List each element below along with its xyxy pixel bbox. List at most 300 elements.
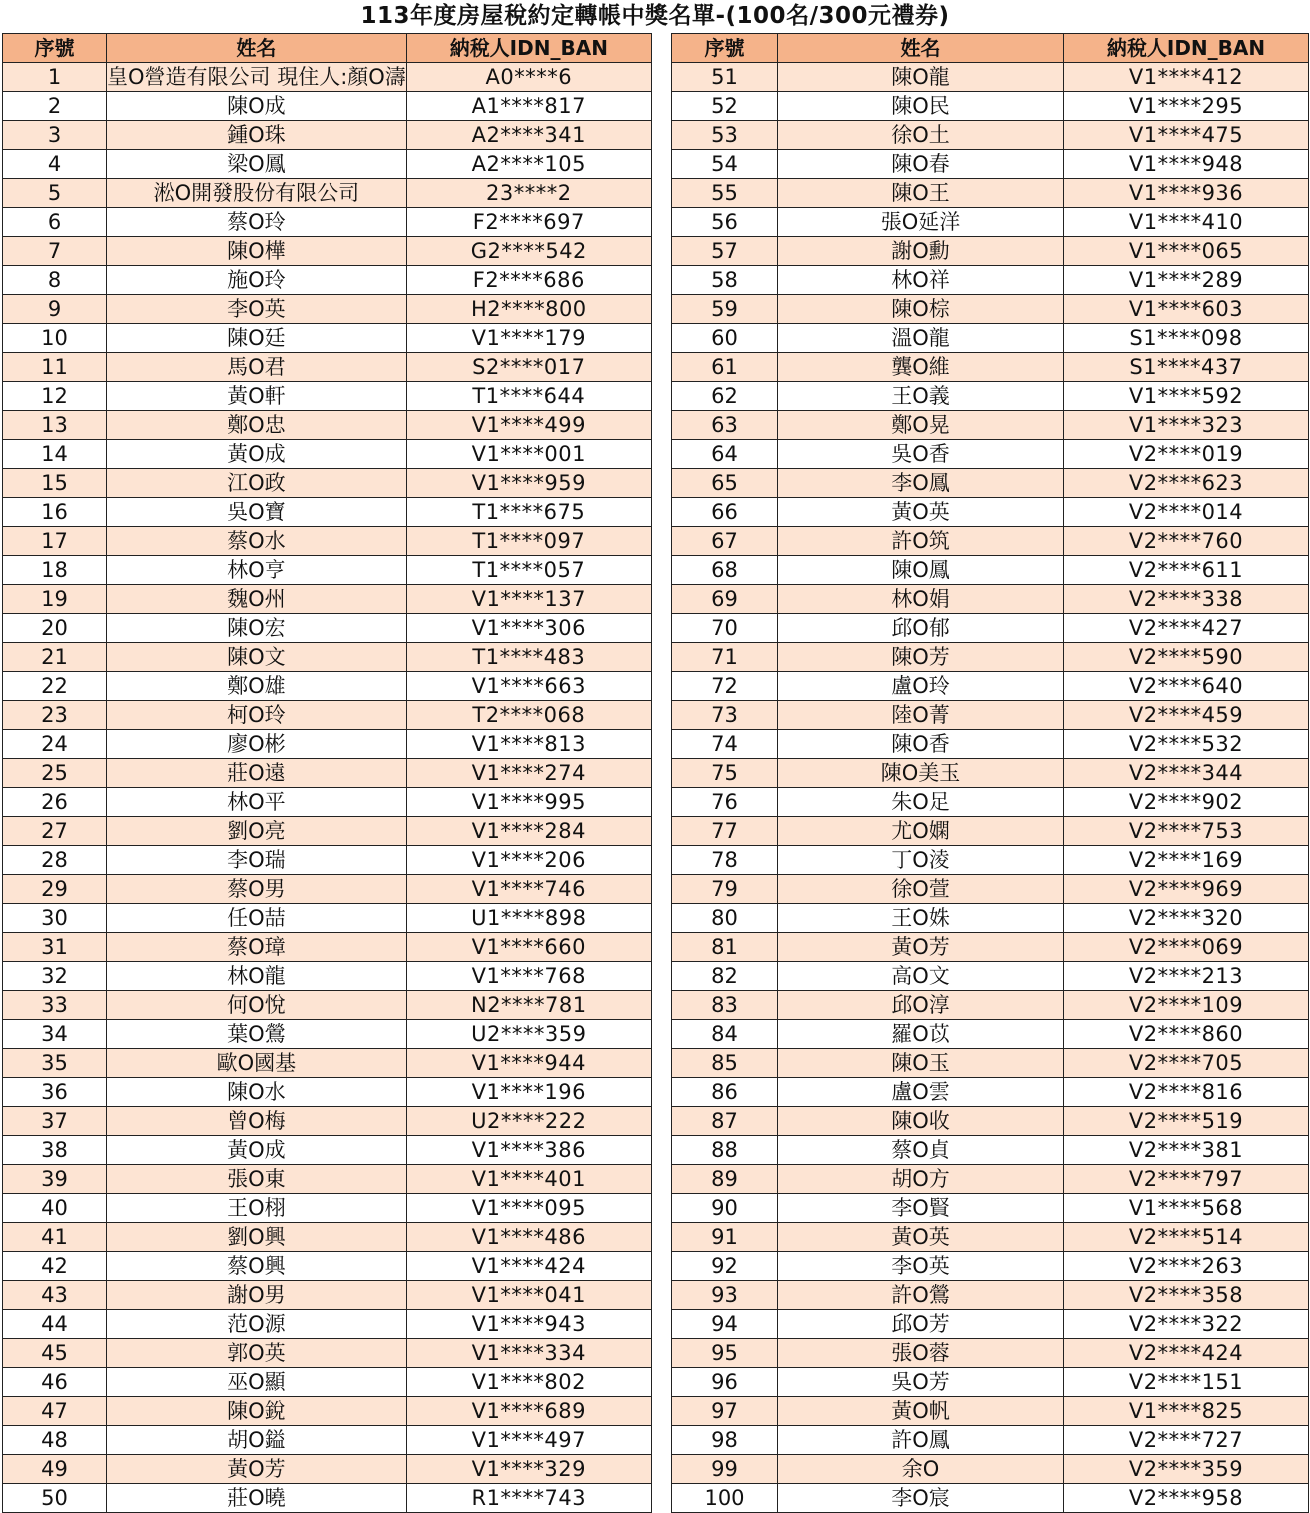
seq-cell: 93 (672, 1281, 778, 1310)
id-cell: V2****902 (1064, 788, 1309, 817)
seq-cell: 66 (672, 498, 778, 527)
seq-cell: 96 (672, 1368, 778, 1397)
name-cell: 徐O萱 (778, 875, 1064, 904)
name-cell: 邱O淳 (778, 991, 1064, 1020)
table-row (672, 92, 1309, 121)
id-cell: V1****663 (406, 672, 651, 701)
id-cell: V1****936 (1064, 179, 1309, 208)
id-cell: V2****320 (1064, 904, 1309, 933)
name-cell: 陳O美玉 (778, 759, 1064, 788)
seq-cell: 40 (3, 1194, 107, 1223)
name-cell: 黃O英 (778, 498, 1064, 527)
name-cell: 張O延洋 (778, 208, 1064, 237)
seq-cell: 100 (672, 1484, 778, 1513)
table-row (672, 63, 1309, 92)
seq-cell: 64 (672, 440, 778, 469)
name-cell: 陳O水 (107, 1078, 407, 1107)
name-cell: 江O政 (107, 469, 407, 498)
table-row (672, 1368, 1309, 1397)
id-cell: V2****969 (1064, 875, 1309, 904)
seq-cell: 94 (672, 1310, 778, 1339)
name-cell: 陳O收 (778, 1107, 1064, 1136)
table-row (672, 440, 1309, 469)
seq-cell: 5 (3, 179, 107, 208)
id-cell: V1****603 (1064, 295, 1309, 324)
seq-cell: 87 (672, 1107, 778, 1136)
seq-cell: 90 (672, 1194, 778, 1223)
id-cell: V2****424 (1064, 1339, 1309, 1368)
name-cell: 林O娟 (778, 585, 1064, 614)
name-cell: 余O (778, 1455, 1064, 1484)
id-cell: V1****995 (406, 788, 651, 817)
table-row (672, 1426, 1309, 1455)
id-cell: V1****475 (1064, 121, 1309, 150)
table-row (3, 1310, 652, 1339)
table-row (3, 237, 652, 266)
name-cell: 盧O雲 (778, 1078, 1064, 1107)
table-row (672, 846, 1309, 875)
id-cell: V1****768 (406, 962, 651, 991)
id-cell: T1****675 (406, 498, 651, 527)
seq-cell: 74 (672, 730, 778, 759)
table-row (672, 759, 1309, 788)
id-cell: V1****095 (406, 1194, 651, 1223)
id-cell: V1****689 (406, 1397, 651, 1426)
id-cell: V1****959 (406, 469, 651, 498)
id-cell: H2****800 (406, 295, 651, 324)
id-cell: U2****222 (406, 1107, 651, 1136)
seq-cell: 92 (672, 1252, 778, 1281)
name-cell: 葉O鶯 (107, 1020, 407, 1049)
seq-cell: 80 (672, 904, 778, 933)
id-cell: T1****483 (406, 643, 651, 672)
name-cell: 林O平 (107, 788, 407, 817)
name-cell: 蔡O貞 (778, 1136, 1064, 1165)
id-cell: V1****410 (1064, 208, 1309, 237)
table-row (672, 1223, 1309, 1252)
name-cell: 劉O亮 (107, 817, 407, 846)
name-cell: 林O亨 (107, 556, 407, 585)
name-cell: 陳O玉 (778, 1049, 1064, 1078)
name-cell: 許O鳳 (778, 1426, 1064, 1455)
name-cell: 謝O勳 (778, 237, 1064, 266)
table-row (3, 846, 652, 875)
id-cell: V1****943 (406, 1310, 651, 1339)
table-row (672, 1281, 1309, 1310)
table-row (3, 817, 652, 846)
name-cell: 陳O龍 (778, 63, 1064, 92)
table-row (3, 440, 652, 469)
name-cell: 莊O曉 (107, 1484, 407, 1513)
name-cell: 謝O男 (107, 1281, 407, 1310)
id-cell: V2****359 (1064, 1455, 1309, 1484)
table-row (3, 556, 652, 585)
seq-cell: 39 (3, 1165, 107, 1194)
table-row (672, 382, 1309, 411)
seq-cell: 50 (3, 1484, 107, 1513)
name-cell: 鄭O晃 (778, 411, 1064, 440)
table-row (3, 1455, 652, 1484)
seq-cell: 1 (3, 63, 107, 92)
id-cell: V2****109 (1064, 991, 1309, 1020)
table-row (3, 353, 652, 382)
name-cell: 朱O足 (778, 788, 1064, 817)
id-cell: V1****486 (406, 1223, 651, 1252)
name-cell: 陳O銳 (107, 1397, 407, 1426)
id-cell: V1****065 (1064, 237, 1309, 266)
table-row (3, 1426, 652, 1455)
name-cell: 劉O興 (107, 1223, 407, 1252)
table-row (3, 1165, 652, 1194)
seq-cell: 17 (3, 527, 107, 556)
name-cell: 馬O君 (107, 353, 407, 382)
seq-cell: 86 (672, 1078, 778, 1107)
id-cell: V1****306 (406, 614, 651, 643)
id-cell: N2****781 (406, 991, 651, 1020)
seq-cell: 26 (3, 788, 107, 817)
seq-cell: 49 (3, 1455, 107, 1484)
table-row (672, 1484, 1309, 1513)
id-cell: T2****068 (406, 701, 651, 730)
name-cell: 柯O玲 (107, 701, 407, 730)
seq-cell: 53 (672, 121, 778, 150)
name-cell: 鄭O雄 (107, 672, 407, 701)
id-cell: V1****948 (1064, 150, 1309, 179)
table-row (672, 324, 1309, 353)
seq-cell: 91 (672, 1223, 778, 1252)
table-row (3, 295, 652, 324)
table-row (3, 208, 652, 237)
header-id: 納稅人IDN_BAN (1064, 34, 1309, 63)
name-cell: 陳O成 (107, 92, 407, 121)
seq-cell: 55 (672, 179, 778, 208)
seq-cell: 73 (672, 701, 778, 730)
id-cell: A1****817 (406, 92, 651, 121)
seq-cell: 13 (3, 411, 107, 440)
id-cell: V2****213 (1064, 962, 1309, 991)
id-cell: V1****746 (406, 875, 651, 904)
id-cell: V2****590 (1064, 643, 1309, 672)
name-cell: 陳O芳 (778, 643, 1064, 672)
name-cell: 王O栩 (107, 1194, 407, 1223)
id-cell: V2****623 (1064, 469, 1309, 498)
seq-cell: 37 (3, 1107, 107, 1136)
table-row (3, 701, 652, 730)
id-cell: V1****001 (406, 440, 651, 469)
name-cell: 邱O芳 (778, 1310, 1064, 1339)
table-row (672, 1194, 1309, 1223)
name-cell: 陳O王 (778, 179, 1064, 208)
table-row (672, 237, 1309, 266)
name-cell: 丁O淩 (778, 846, 1064, 875)
table-row (3, 1252, 652, 1281)
seq-cell: 18 (3, 556, 107, 585)
table-row (3, 788, 652, 817)
id-cell: V1****334 (406, 1339, 651, 1368)
name-cell: 吳O香 (778, 440, 1064, 469)
table-row (672, 411, 1309, 440)
seq-cell: 25 (3, 759, 107, 788)
table-row (3, 643, 652, 672)
table-row (672, 817, 1309, 846)
name-cell: 魏O州 (107, 585, 407, 614)
name-cell: 黃O軒 (107, 382, 407, 411)
seq-cell: 75 (672, 759, 778, 788)
id-cell: R1****743 (406, 1484, 651, 1513)
id-cell: V2****151 (1064, 1368, 1309, 1397)
id-cell: S2****017 (406, 353, 651, 382)
name-cell: 邱O郁 (778, 614, 1064, 643)
seq-cell: 28 (3, 846, 107, 875)
table-row (672, 904, 1309, 933)
name-cell: 王O義 (778, 382, 1064, 411)
table-row (672, 730, 1309, 759)
seq-cell: 67 (672, 527, 778, 556)
name-cell: 李O瑞 (107, 846, 407, 875)
seq-cell: 51 (672, 63, 778, 92)
seq-cell: 9 (3, 295, 107, 324)
table-row (3, 875, 652, 904)
seq-cell: 81 (672, 933, 778, 962)
table-row (3, 92, 652, 121)
seq-cell: 83 (672, 991, 778, 1020)
seq-cell: 23 (3, 701, 107, 730)
id-cell: V2****611 (1064, 556, 1309, 585)
name-cell: 蔡O玲 (107, 208, 407, 237)
header-id: 納稅人IDN_BAN (406, 34, 651, 63)
name-cell: 許O筑 (778, 527, 1064, 556)
seq-cell: 68 (672, 556, 778, 585)
table-row (3, 382, 652, 411)
id-cell: V2****519 (1064, 1107, 1309, 1136)
name-cell: 淞O開發股份有限公司 (107, 179, 407, 208)
id-cell: U1****898 (406, 904, 651, 933)
table-row (672, 1165, 1309, 1194)
seq-cell: 47 (3, 1397, 107, 1426)
seq-cell: 31 (3, 933, 107, 962)
id-cell: 23****2 (406, 179, 651, 208)
id-cell: V1****401 (406, 1165, 651, 1194)
id-cell: T1****057 (406, 556, 651, 585)
table-row (672, 1310, 1309, 1339)
seq-cell: 88 (672, 1136, 778, 1165)
table-row (672, 643, 1309, 672)
name-cell: 陳O文 (107, 643, 407, 672)
seq-cell: 69 (672, 585, 778, 614)
seq-cell: 4 (3, 150, 107, 179)
table-row (672, 527, 1309, 556)
table-row (672, 614, 1309, 643)
seq-cell: 32 (3, 962, 107, 991)
table-row (3, 730, 652, 759)
seq-cell: 59 (672, 295, 778, 324)
name-cell: 陳O香 (778, 730, 1064, 759)
name-cell: 范O源 (107, 1310, 407, 1339)
name-cell: 溫O龍 (778, 324, 1064, 353)
id-cell: G2****542 (406, 237, 651, 266)
id-cell: V2****263 (1064, 1252, 1309, 1281)
winners-table-left (2, 33, 652, 1513)
seq-cell: 58 (672, 266, 778, 295)
name-cell: 梁O鳳 (107, 150, 407, 179)
id-cell: V2****338 (1064, 585, 1309, 614)
name-cell: 廖O彬 (107, 730, 407, 759)
seq-cell: 11 (3, 353, 107, 382)
name-cell: 何O悅 (107, 991, 407, 1020)
seq-cell: 89 (672, 1165, 778, 1194)
name-cell: 蔡O水 (107, 527, 407, 556)
id-cell: V2****727 (1064, 1426, 1309, 1455)
name-cell: 陳O廷 (107, 324, 407, 353)
name-cell: 林O祥 (778, 266, 1064, 295)
name-cell: 李O英 (778, 1252, 1064, 1281)
name-cell: 許O鶯 (778, 1281, 1064, 1310)
table-row (672, 469, 1309, 498)
seq-cell: 7 (3, 237, 107, 266)
id-cell: V2****797 (1064, 1165, 1309, 1194)
id-cell: V2****169 (1064, 846, 1309, 875)
seq-cell: 61 (672, 353, 778, 382)
table-row (3, 759, 652, 788)
table-row (672, 1136, 1309, 1165)
table-row (3, 1107, 652, 1136)
seq-cell: 54 (672, 150, 778, 179)
id-cell: F2****686 (406, 266, 651, 295)
name-cell: 李O宸 (778, 1484, 1064, 1513)
name-cell: 陳O春 (778, 150, 1064, 179)
name-cell: 陳O棕 (778, 295, 1064, 324)
seq-cell: 19 (3, 585, 107, 614)
name-cell: 蔡O興 (107, 1252, 407, 1281)
name-cell: 黃O成 (107, 1136, 407, 1165)
id-cell: T1****644 (406, 382, 651, 411)
name-cell: 吳O寶 (107, 498, 407, 527)
seq-cell: 63 (672, 411, 778, 440)
seq-cell: 84 (672, 1020, 778, 1049)
name-cell: 蔡O璋 (107, 933, 407, 962)
name-cell: 黃O英 (778, 1223, 1064, 1252)
table-row (672, 150, 1309, 179)
seq-cell: 82 (672, 962, 778, 991)
name-cell: 任O喆 (107, 904, 407, 933)
seq-cell: 45 (3, 1339, 107, 1368)
table-row (672, 1397, 1309, 1426)
id-cell: V2****816 (1064, 1078, 1309, 1107)
id-cell: V1****289 (1064, 266, 1309, 295)
id-cell: V2****514 (1064, 1223, 1309, 1252)
table-row (3, 1194, 652, 1223)
seq-cell: 29 (3, 875, 107, 904)
table-row (672, 353, 1309, 382)
name-cell: 陳O民 (778, 92, 1064, 121)
name-cell: 黃O帆 (778, 1397, 1064, 1426)
name-cell: 陳O樺 (107, 237, 407, 266)
seq-cell: 43 (3, 1281, 107, 1310)
id-cell: V1****424 (406, 1252, 651, 1281)
table-row (3, 1397, 652, 1426)
seq-cell: 15 (3, 469, 107, 498)
name-cell: 歐O國基 (107, 1049, 407, 1078)
table-row (3, 1339, 652, 1368)
table-row (672, 208, 1309, 237)
id-cell: V2****014 (1064, 498, 1309, 527)
name-cell: 黃O成 (107, 440, 407, 469)
id-cell: U2****359 (406, 1020, 651, 1049)
id-cell: A0****6 (406, 63, 651, 92)
id-cell: A2****105 (406, 150, 651, 179)
table-row (3, 962, 652, 991)
id-cell: V1****295 (1064, 92, 1309, 121)
table-row (672, 1107, 1309, 1136)
table-row (672, 1078, 1309, 1107)
seq-cell: 57 (672, 237, 778, 266)
id-cell: V1****284 (406, 817, 651, 846)
table-row (672, 585, 1309, 614)
table-row (3, 1223, 652, 1252)
name-cell: 皇O營造有限公司 現住人:顏O濤 (107, 63, 407, 92)
header-row (672, 34, 1309, 63)
seq-cell: 27 (3, 817, 107, 846)
seq-cell: 34 (3, 1020, 107, 1049)
table-row (672, 556, 1309, 585)
table-row (672, 1049, 1309, 1078)
seq-cell: 76 (672, 788, 778, 817)
id-cell: V1****323 (1064, 411, 1309, 440)
id-cell: V1****499 (406, 411, 651, 440)
name-cell: 陳O鳳 (778, 556, 1064, 585)
table-row (672, 962, 1309, 991)
seq-cell: 52 (672, 92, 778, 121)
table-row (3, 672, 652, 701)
seq-cell: 71 (672, 643, 778, 672)
seq-cell: 62 (672, 382, 778, 411)
table-row (672, 1455, 1309, 1484)
name-cell: 陳O宏 (107, 614, 407, 643)
id-cell: V1****386 (406, 1136, 651, 1165)
id-cell: V1****660 (406, 933, 651, 962)
id-cell: V1****802 (406, 1368, 651, 1397)
seq-cell: 14 (3, 440, 107, 469)
seq-cell: 48 (3, 1426, 107, 1455)
name-cell: 胡O方 (778, 1165, 1064, 1194)
id-cell: V1****137 (406, 585, 651, 614)
table-row (672, 1252, 1309, 1281)
id-cell: V2****640 (1064, 672, 1309, 701)
id-cell: V1****206 (406, 846, 651, 875)
seq-cell: 95 (672, 1339, 778, 1368)
table-row (3, 1078, 652, 1107)
seq-cell: 41 (3, 1223, 107, 1252)
id-cell: V1****412 (1064, 63, 1309, 92)
name-cell: 黃O芳 (107, 1455, 407, 1484)
id-cell: V2****358 (1064, 1281, 1309, 1310)
seq-cell: 78 (672, 846, 778, 875)
page-title: 113年度房屋稅約定轉帳中獎名單-(100名/300元禮券) (360, 3, 950, 29)
name-cell: 張O東 (107, 1165, 407, 1194)
table-row (672, 875, 1309, 904)
seq-cell: 70 (672, 614, 778, 643)
id-cell: V1****179 (406, 324, 651, 353)
name-cell: 蔡O男 (107, 875, 407, 904)
id-cell: V2****344 (1064, 759, 1309, 788)
name-cell: 陸O菁 (778, 701, 1064, 730)
table-row (672, 991, 1309, 1020)
name-cell: 吳O芳 (778, 1368, 1064, 1397)
table-row (3, 527, 652, 556)
table-row (3, 614, 652, 643)
name-cell: 張O蓉 (778, 1339, 1064, 1368)
id-cell: V2****753 (1064, 817, 1309, 846)
